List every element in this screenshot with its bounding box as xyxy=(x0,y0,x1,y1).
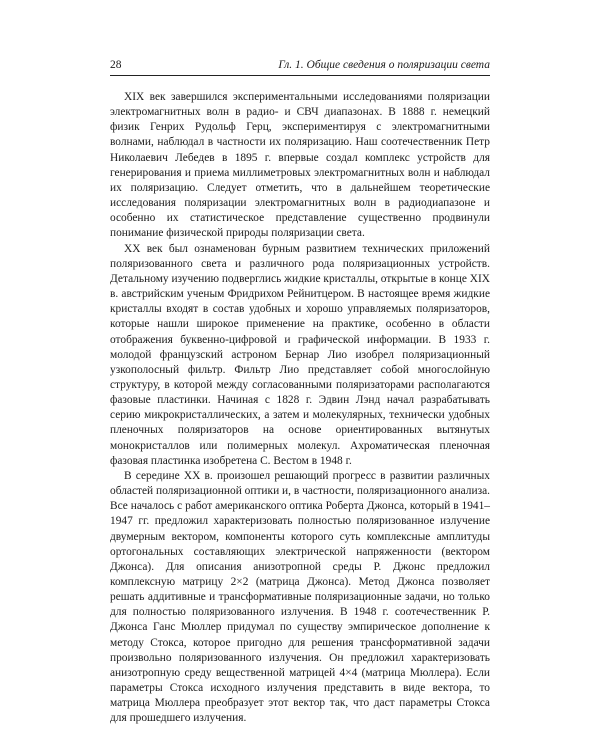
running-head xyxy=(110,58,490,75)
paragraph-jones-mueller-methods: В середине XX в. произошел решающий прогресс в развитии различных областей поляризационной оптики и, в частности, поляризационного анализа. Все началось с работ американского оптика Роберта Джонса, который в 1941–1947 гг. предложил характеризовать полностью поляризованное излучение двумерным вектором, компоненты которого суть комплексные амплитуды ортогональных составляющих электрической напряженности (вектором Джонса). Для описания анизотропной среды Р. Джонс предложил комплексную матрицу 2×2 (матрица Джонса). Метод Джонса позволяет решать аддитивные и трансформативные поляризационные задачи, но только для полностью поляризованного излучения. В 1948 г. соотечественник Р. Джонса Ганс Мюллер придумал по существу эмпирическое дополнение к методу Стокса, которое пригодно для решения трансформативной задачи произвольно поляризованного излучения. Он предложил характеризовать анизотропную среду вещественной матрицей 4×4 (матрица Мюллера). Если параметры Стокса исходного излучения представить в виде вектора, то матрица Мюллера преобразует этот вектор так, что даст параметры Стокса для прошедшего излучения. xyxy=(110,469,490,725)
page-number: 28 xyxy=(110,59,122,71)
book-page xyxy=(110,58,490,727)
running-title: Гл. 1. Общие сведения о поляризации света xyxy=(278,59,490,71)
paragraph-twentieth-century-applications: XX век был ознаменован бурным развитием технических приложений поляризованного света и различного рода поляризационных устройств. Детальному изучению подверглись жидкие кристаллы, открытые в конце XIX в. австрийским ученым Фридрихом Рейнитцером. В настоящее время жидкие кристаллы входят в состав удобных и хорошо управляемых поляризаторов, которые нашли широкое применение на практике, особенно в области отображения буквенно-цифровой и графической информации. В 1933 г. молодой французский астроном Бернар Лио изобрел поляризационный узкополосный фильтр. Фильтр Лио представляет собой многослойную структуру, в которой между согласованными поляризаторами располагаются фазовые пластинки. Начиная с 1828 г. Эдвин Лэнд начал разрабатывать серию микрокристаллических, а затем и молекулярных, технически удобных пленочных поляризаторов на основе ориентированных вытянутых монокристаллов или полимерных молекул. Ахроматическая пленочная фазовая пластинка изобретена С. Вестом в 1948 г. xyxy=(110,242,490,467)
header-rule xyxy=(110,75,490,76)
paragraph-polarization-radio: XIX век завершился экспериментальными исследованиями поляризации электромагнитных волн в радио- и СВЧ диапазонах. В 1888 г. немецкий физик Генрих Рудольф Герц, экспериментируя с электромагнитными волнами, наблюдал в частности их поляризацию. Наш соотечественник Петр Николаевич Лебедев в 1895 г. впервые создал комплекс устройств для генерирования и приема миллиметровых электромагнитных волн и наблюдал их поляризацию. Следует отметить, что в дальнейшем теоретические исследования поляризации электромагнитных волн в радиодиапазоне и особенно их статистическое представление существенно продвинули понимание физической природы поляризации света. xyxy=(110,91,490,240)
body-text xyxy=(110,90,490,727)
